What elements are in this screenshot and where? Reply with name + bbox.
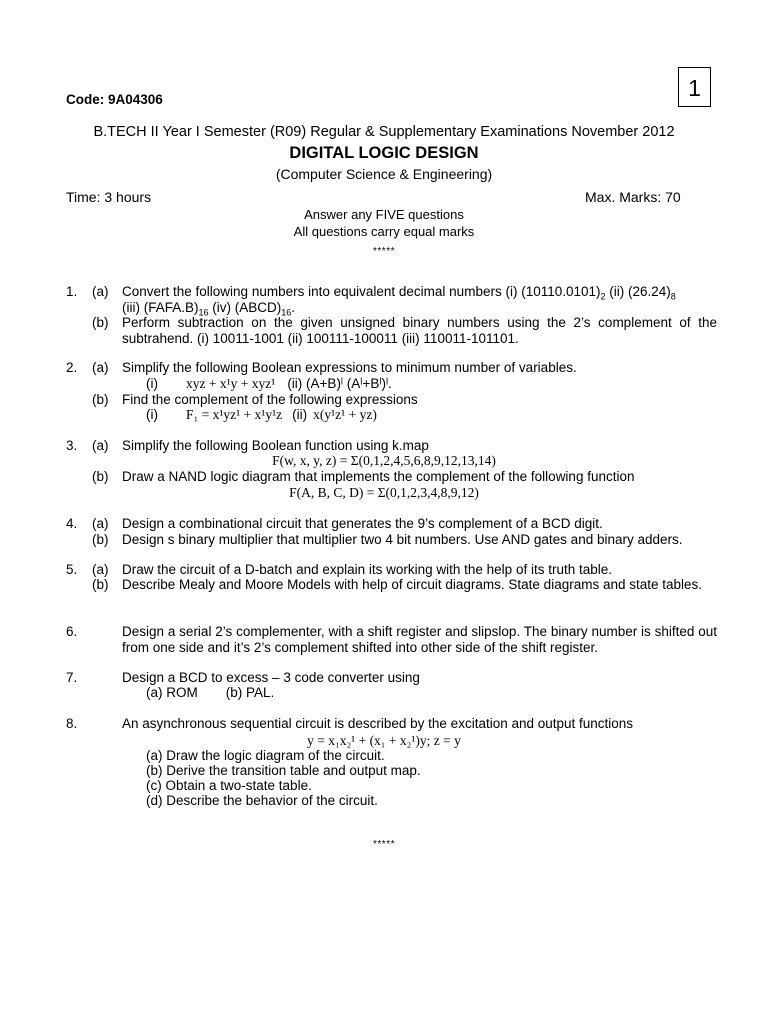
q4a-label: (a) (92, 516, 109, 531)
q1b-label: (b) (92, 315, 109, 330)
q8-expression: y = x₁x₂¹ + (x₁ + x₂¹)y; z = y (307, 733, 461, 748)
q1a-label: (a) (92, 284, 109, 299)
q1a-text: Convert the following numbers into equivalent decimal numbers (i) $(10110.0101)_2$ (ii) $(26.24)_8$ (iii) $(FAFA.B)_{16}$ (iv) $(ABCD)_{16}$. (122, 284, 676, 318)
question-number-2: 2. (66, 360, 78, 375)
q2a-label: (a) (92, 360, 109, 375)
instruction-1: Answer any FIVE questions (304, 207, 464, 222)
q7-option-a: (a) ROM (146, 685, 198, 700)
max-marks: Max. Marks: 70 (585, 189, 681, 205)
q2b-expression-2: x(y¹z¹ + yz) (313, 407, 377, 422)
q8-subpart-b: (b) Derive the transition table and output map. (146, 763, 421, 778)
q3b-expression: F(A, B, C, D) = Σ(0,1,2,3,4,8,9,12) (289, 485, 479, 500)
question-number-8: 8. (66, 716, 78, 731)
question-number-7: 7. (66, 670, 78, 685)
footer-stars: ***** (373, 839, 395, 850)
question-number-4: 4. (66, 516, 78, 531)
q6-text: Design a serial 2’s complementer, with a shift register and slipslop. The binary number is shifted out from one side and it’s 2’s complement shifted into other side of the shift register. (122, 624, 717, 655)
q2b-label: (b) (92, 392, 109, 407)
page-number: 1 (688, 75, 701, 101)
q2a-text: Simplify the following Boolean expressions to minimum number of variables. (122, 360, 577, 375)
q5a-text: Draw the circuit of a D-batch and explain its working with the help of its truth table. (122, 562, 612, 577)
time-allowed: Time: 3 hours (66, 189, 152, 205)
q4b-text: Design s binary multiplier that multiplier two 4 bit numbers. Use AND gates and binary adders. (122, 532, 683, 547)
q3a-label: (a) (92, 438, 109, 453)
question-number-5: 5. (66, 562, 78, 577)
q3a-expression: F(w, x, y, z) = Σ(0,1,2,4,5,6,8,9,12,13,14) (272, 453, 496, 468)
q2a-expression: xyz + x¹y + xyz¹ (186, 376, 276, 391)
q8-text: An asynchronous sequential circuit is described by the excitation and output functions (122, 716, 634, 731)
department: (Computer Science & Engineering) (275, 166, 493, 182)
q2b-text: Find the complement of the following expressions (122, 392, 418, 407)
page-number-box (678, 67, 711, 107)
q8-subpart-d: (d) Describe the behavior of the circuit. (146, 793, 378, 808)
q5b-text: Describe Mealy and Moore Models with help of circuit diagrams. State diagrams and state tables. (122, 577, 703, 592)
q2b-parts: (i) F₁ = x¹yz¹ + x¹y¹z (ii) x(y¹z¹ + yz) (146, 407, 377, 422)
q7-option-b: (b) PAL. (225, 685, 275, 700)
q2b-expression-1: F₁ = x¹yz¹ + x¹y¹z (186, 407, 283, 422)
question-number-1: 1. (66, 284, 78, 299)
header-stars: ***** (373, 246, 395, 257)
q2a-parts: (i) xyz + x¹y + xyz¹ (ii) (A+B)ˡ (Aˡ+Bˡ)ˡ. (146, 376, 392, 391)
q3b-text: Draw a NAND logic diagram that implements the complement of the following function (122, 469, 635, 484)
question-number-3: 3. (66, 438, 78, 453)
q5b-label: (b) (92, 577, 109, 592)
q7-options (146, 685, 274, 700)
subject-title: DIGITAL LOGIC DESIGN (289, 144, 479, 162)
question-number-6: 6. (66, 624, 78, 639)
instruction-2: All questions carry equal marks (293, 224, 475, 239)
q8-subpart-c: (c) Obtain a two-state table. (146, 778, 312, 793)
q3b-label: (b) (92, 469, 109, 484)
q8-subpart-a: (a) Draw the logic diagram of the circuit. (146, 748, 385, 763)
q3a-text: Simplify the following Boolean function using k.map (122, 438, 429, 453)
paper-code: Code: 9A04306 (66, 92, 163, 107)
q7-text: Design a BCD to excess – 3 code converter using (122, 670, 420, 685)
q5a-label: (a) (92, 562, 109, 577)
exam-title: B.TECH II Year I Semester (R09) Regular & Supplementary Examinations November 2012 (93, 124, 675, 140)
q1b-text: Perform subtraction on the given unsigned binary numbers using the 2’s complement of the subtrahend. (i) 10011-1001 (ii) 100111-100011 (iii) 110011-101101. (122, 315, 717, 346)
q4b-label: (b) (92, 532, 109, 547)
q4a-text: Design a combinational circuit that generates the 9’s complement of a BCD digit. (122, 516, 603, 531)
